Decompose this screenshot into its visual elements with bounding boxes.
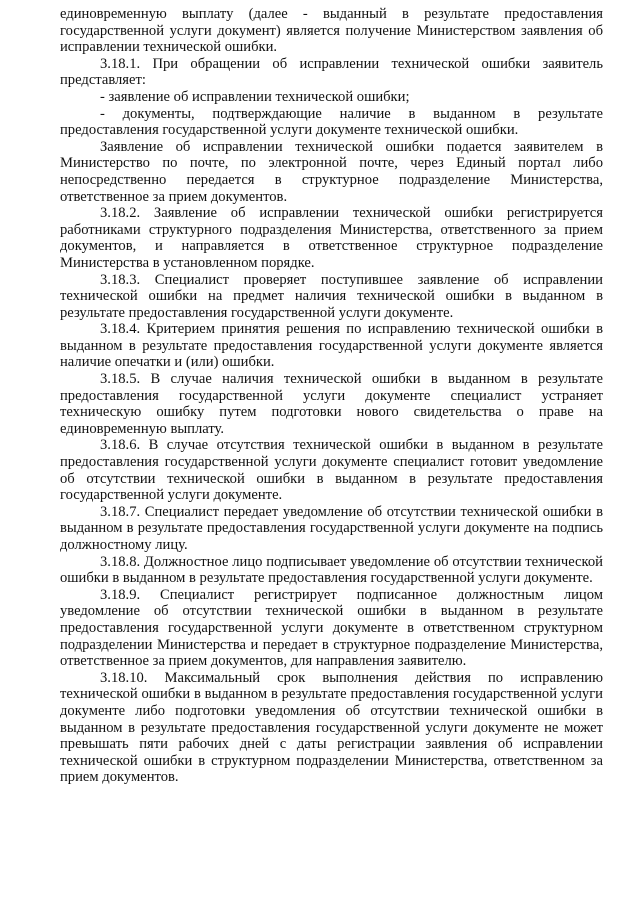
paragraph-3-18-10: 3.18.10. Максимальный срок выполнения действия по исправлению технической ошибки в выданном в результате предоставления государственной услуги документе либо подготовки уведомления об отсутствии технической ошибки в выданном в результате предоставления государственной услуги документе не может превышать пяти рабочих дней с даты регистрации заявления об исправлении технической ошибки в структурном подразделении Министерства, ответственном за прием документов. — [60, 669, 603, 786]
paragraph-3-18-6: 3.18.6. В случае отсутствия технической ошибки в выданном в результате предоставления государственной услуги документе специалист готовит уведомление об отсутствии технической ошибки в выданном в результате предоставления государственной услуги документе. — [60, 437, 603, 504]
paragraph-3-18-4: 3.18.4. Критерием принятия решения по исправлению технической ошибки в выданном в результате предоставления государственной услуги документе является наличие опечатки и (или) ошибки. — [60, 321, 603, 371]
list-item-application: - заявление об исправлении технической ошибки; — [100, 88, 410, 105]
paragraph-submission: Заявление об исправлении технической ошибки подается заявителем в Министерство по почте, по электронной почте, через Единый портал либо непосредственно передается в структурное подразделение Министерства, ответственное за прием документов. — [60, 138, 603, 205]
paragraph-3-18-9: 3.18.9. Специалист регистрирует подписанное должностным лицом уведомление об отсутствии технической ошибки в выданном в результате предоставления государственной услуги документе в ответственном структурном подразделении Министерства и передает в структурное подразделение Министерства, ответственное за прием документов, для направления заявителю. — [60, 586, 603, 670]
paragraph-3-18-3: 3.18.3. Специалист проверяет поступившее заявление об исправлении технической ошибки на предмет наличия технической ошибки в выданном в результате предоставления государственной услуги документе. — [60, 271, 603, 321]
paragraph-3-18-8: 3.18.8. Должностное лицо подписывает уведомление об отсутствии технической ошибки в выданном в результате предоставления государственной услуги документе. — [60, 553, 603, 587]
paragraph-3-18-7: 3.18.7. Специалист передает уведомление об отсутствии технической ошибки в выданном в результате предоставления государственной услуги документе на подпись должностному лицу. — [60, 503, 603, 553]
paragraph-continuation: единовременную выплату (далее - выданный в результате предоставления государственной услуги документ) является получение Министерством заявления об исправлении технической ошибки. — [60, 6, 603, 56]
paragraph-3-18-1: 3.18.1. При обращении об исправлении технической ошибки заявитель представляет: — [60, 55, 603, 89]
paragraph-3-18-5: 3.18.5. В случае наличия технической ошибки в выданном в результате предоставления государственной услуги документе специалист устраняет техническую ошибку путем подготовки нового свидетельства о праве на единовременную выплату. — [60, 371, 603, 437]
paragraph-3-18-2: 3.18.2. Заявление об исправлении технической ошибки регистрируется работниками структурного подразделения Министерства, ответственного за прием документов, и направляется в ответственное структурное подразделение Министерства в установленном порядке. — [60, 205, 603, 271]
document-page — [60, 6, 603, 786]
list-item-documents: - документы, подтверждающие наличие в выданном в результате предоставления государственной услуги документе технической ошибки. — [60, 105, 603, 139]
